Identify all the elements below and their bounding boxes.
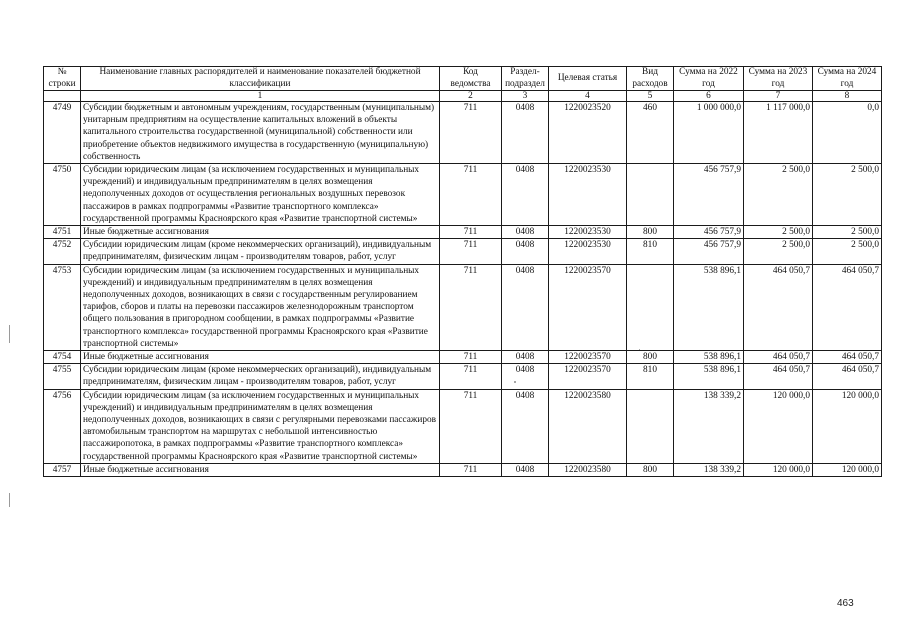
row-sum-2023: 1 117 000,0 bbox=[744, 102, 813, 164]
row-number: 4749 bbox=[44, 102, 81, 164]
row-target-article: 1220023570 bbox=[549, 351, 627, 364]
header-department-code: Код ведомства bbox=[440, 67, 502, 91]
row-name: Иные бюджетные ассигнования bbox=[81, 226, 440, 239]
row-section: 0408 bbox=[502, 239, 549, 264]
row-section: 0408 bbox=[502, 164, 549, 226]
row-sum-2024: 120 000,0 bbox=[813, 389, 882, 463]
row-sum-2023: 464 050,7 bbox=[744, 351, 813, 364]
row-section: 0408 bbox=[502, 364, 549, 389]
column-number: 6 bbox=[674, 91, 744, 102]
row-expense-type: 800 bbox=[627, 351, 674, 364]
table-row bbox=[44, 389, 882, 463]
table-row bbox=[44, 239, 882, 264]
header-expense-type: Вид расходов bbox=[627, 67, 674, 91]
row-sum-2022: 538 896,1 bbox=[674, 264, 744, 350]
row-sum-2024: 464 050,7 bbox=[813, 364, 882, 389]
header-row bbox=[44, 67, 882, 91]
row-sum-2023: 2 500,0 bbox=[744, 164, 813, 226]
row-target-article: 1220023580 bbox=[549, 389, 627, 463]
row-department-code: 711 bbox=[440, 389, 502, 463]
scan-artifact bbox=[639, 349, 640, 350]
row-name: Субсидии юридическим лицам (за исключением государственных и муниципальных учреждений) и индивидуальным предпринимателям в целях возмещения недополученных доходов, возникающих в связи с регулярными перевозками пассажиров автомобильным транспортом на маршрутах с небольшой интенсивностью пассажиропотока, в рамках подпрограммы «Развитие транспортного комплекса» государственной программы Красноярского края «Развитие транспортной системы» bbox=[81, 389, 440, 463]
row-name: Иные бюджетные ассигнования bbox=[81, 351, 440, 364]
row-target-article: 1220023570 bbox=[549, 264, 627, 350]
scan-artifact bbox=[514, 381, 516, 383]
row-expense-type bbox=[627, 389, 674, 463]
row-section: 0408 bbox=[502, 264, 549, 350]
row-sum-2022: 538 896,1 bbox=[674, 351, 744, 364]
row-sum-2022: 1 000 000,0 bbox=[674, 102, 744, 164]
column-number: 8 bbox=[813, 91, 882, 102]
header-sum-2024: Сумма на 2024 год bbox=[813, 67, 882, 91]
row-name: Субсидии бюджетным и автономным учреждениям, государственным (муниципальным) унитарным предприятиям на осуществление капитальных вложений в объекты капитального строительства государственной (муниципальной) собственности или приобретение объектов недвижимого имущества в государственную (муниципальную) собственность bbox=[81, 102, 440, 164]
row-sum-2023: 2 500,0 bbox=[744, 239, 813, 264]
row-department-code: 711 bbox=[440, 463, 502, 476]
row-sum-2022: 456 757,9 bbox=[674, 239, 744, 264]
row-department-code: 711 bbox=[440, 164, 502, 226]
row-sum-2023: 2 500,0 bbox=[744, 226, 813, 239]
row-number: 4751 bbox=[44, 226, 81, 239]
table-row bbox=[44, 364, 882, 389]
header-sum-2022: Сумма на 2022 год bbox=[674, 67, 744, 91]
row-department-code: 711 bbox=[440, 102, 502, 164]
row-number: 4757 bbox=[44, 463, 81, 476]
table-row bbox=[44, 164, 882, 226]
row-expense-type bbox=[627, 164, 674, 226]
row-name: Субсидии юридическим лицам (кроме некоммерческих организаций), индивидуальным предпринимателям, физическим лицам - производителям товаров, работ, услуг bbox=[81, 239, 440, 264]
row-department-code: 711 bbox=[440, 264, 502, 350]
column-number: 5 bbox=[627, 91, 674, 102]
row-sum-2024: 464 050,7 bbox=[813, 264, 882, 350]
row-target-article: 1220023530 bbox=[549, 239, 627, 264]
row-department-code: 711 bbox=[440, 364, 502, 389]
row-sum-2022: 456 757,9 bbox=[674, 226, 744, 239]
row-target-article: 1220023570 bbox=[549, 364, 627, 389]
row-number: 4753 bbox=[44, 264, 81, 350]
table-row bbox=[44, 226, 882, 239]
column-number: 4 bbox=[549, 91, 627, 102]
scan-artifact bbox=[9, 493, 10, 507]
row-sum-2022: 456 757,9 bbox=[674, 164, 744, 226]
header-section: Раздел-подраздел bbox=[502, 67, 549, 91]
row-target-article: 1220023530 bbox=[549, 164, 627, 226]
header-name: Наименование главных распорядителей и наименование показателей бюджетной классификации bbox=[81, 67, 440, 91]
row-number: 4750 bbox=[44, 164, 81, 226]
column-number: 7 bbox=[744, 91, 813, 102]
row-sum-2023: 464 050,7 bbox=[744, 364, 813, 389]
row-expense-type bbox=[627, 264, 674, 350]
row-section: 0408 bbox=[502, 102, 549, 164]
table-row bbox=[44, 351, 882, 364]
row-sum-2023: 120 000,0 bbox=[744, 389, 813, 463]
table-body bbox=[44, 102, 882, 477]
column-number: 3 bbox=[502, 91, 549, 102]
budget-table bbox=[43, 66, 882, 477]
row-target-article: 1220023520 bbox=[549, 102, 627, 164]
page-number: 463 bbox=[837, 598, 854, 609]
row-expense-type: 800 bbox=[627, 463, 674, 476]
row-sum-2022: 138 339,2 bbox=[674, 389, 744, 463]
row-target-article: 1220023580 bbox=[549, 463, 627, 476]
column-number: 1 bbox=[81, 91, 440, 102]
row-sum-2023: 464 050,7 bbox=[744, 264, 813, 350]
row-target-article: 1220023530 bbox=[549, 226, 627, 239]
row-expense-type: 810 bbox=[627, 239, 674, 264]
header-target-article: Целевая статья bbox=[549, 67, 627, 91]
row-sum-2024: 2 500,0 bbox=[813, 164, 882, 226]
row-expense-type: 800 bbox=[627, 226, 674, 239]
row-section: 0408 bbox=[502, 389, 549, 463]
row-sum-2024: 120 000,0 bbox=[813, 463, 882, 476]
row-name: Субсидии юридическим лицам (за исключением государственных и муниципальных учреждений) и индивидуальным предпринимателям в целях возмещения недополученных доходов от осуществления региональных воздушных перевозок пассажиров в рамках подпрограммы «Развитие транспортного комплекса» государственной программы Красноярского края «Развитие транспортной системы» bbox=[81, 164, 440, 226]
header-row-number: № строки bbox=[44, 67, 81, 91]
row-sum-2024: 2 500,0 bbox=[813, 226, 882, 239]
row-department-code: 711 bbox=[440, 226, 502, 239]
table-row bbox=[44, 463, 882, 476]
row-sum-2024: 0,0 bbox=[813, 102, 882, 164]
row-department-code: 711 bbox=[440, 239, 502, 264]
row-number: 4755 bbox=[44, 364, 81, 389]
row-section: 0408 bbox=[502, 351, 549, 364]
row-number: 4754 bbox=[44, 351, 81, 364]
table-row bbox=[44, 102, 882, 164]
row-sum-2024: 464 050,7 bbox=[813, 351, 882, 364]
row-expense-type: 460 bbox=[627, 102, 674, 164]
row-sum-2022: 138 339,2 bbox=[674, 463, 744, 476]
table-row bbox=[44, 264, 882, 350]
row-expense-type: 810 bbox=[627, 364, 674, 389]
row-name: Иные бюджетные ассигнования bbox=[81, 463, 440, 476]
column-number bbox=[44, 91, 81, 102]
row-section: 0408 bbox=[502, 463, 549, 476]
row-number: 4752 bbox=[44, 239, 81, 264]
header-sum-2023: Сумма на 2023 год bbox=[744, 67, 813, 91]
row-department-code: 711 bbox=[440, 351, 502, 364]
row-sum-2022: 538 896,1 bbox=[674, 364, 744, 389]
row-name: Субсидии юридическим лицам (за исключением государственных и муниципальных учреждений) и индивидуальным предпринимателям в целях возмещения недополученных доходов, возникающих в связи с государственным регулированием тарифов, сборов и платы на перевозки пассажиров железнодорожным транспортом общего пользования в пригородном сообщении, в рамках подпрограммы «Развитие транспортного комплекса» государственной программы Красноярского края «Развитие транспортной системы» bbox=[81, 264, 440, 350]
row-number: 4756 bbox=[44, 389, 81, 463]
scan-artifact bbox=[9, 325, 10, 343]
column-number-row bbox=[44, 91, 882, 102]
row-sum-2023: 120 000,0 bbox=[744, 463, 813, 476]
row-section: 0408 bbox=[502, 226, 549, 239]
row-sum-2024: 2 500,0 bbox=[813, 239, 882, 264]
column-number: 2 bbox=[440, 91, 502, 102]
row-name: Субсидии юридическим лицам (кроме некоммерческих организаций), индивидуальным предпринимателям, физическим лицам - производителям товаров, работ, услуг bbox=[81, 364, 440, 389]
